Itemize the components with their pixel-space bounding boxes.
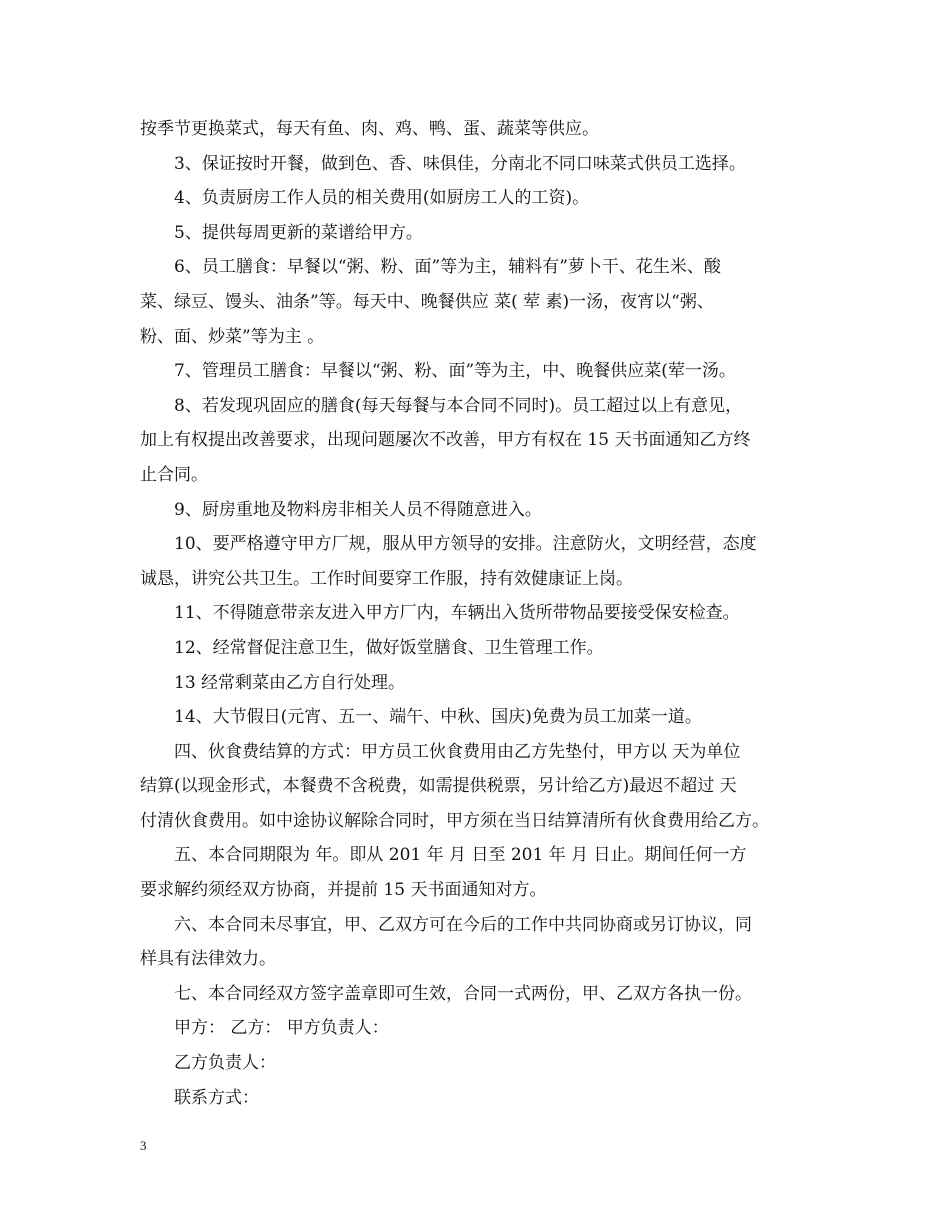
text-line: 13 经常剩菜由乙方自行处理。	[174, 672, 406, 693]
text-line: 12、经常督促注意卫生，做好饭堂膳食、卫生管理工作。	[174, 637, 604, 658]
text-line: 六、本合同未尽事宜，甲、乙双方可在今后的工作中共同协商或另订协议，同	[174, 914, 752, 935]
text-line: 5、提供每周更新的菜谱给甲方。	[174, 222, 423, 243]
text-line: 要求解约须经双方协商，并提前 15 天书面通知对方。	[140, 880, 547, 901]
text-line: 8、若发现巩固应的膳食(每天每餐与本合同不同时)。员工超过以上有意见，	[174, 395, 743, 416]
text-line: 付清伙食费用。如中途协议解除合同时，甲方须在当日结算清所有伙食费用给乙方。	[140, 810, 769, 831]
text-line: 甲方： 乙方： 甲方负责人：	[174, 1018, 389, 1039]
text-line: 6、员工膳食：早餐以“粥、粉、面”等为主，辅料有”萝卜干、花生米、酸	[174, 257, 721, 278]
text-line: 3、保证按时开餐，做到色、香、味俱佳，分南北不同口味菜式供员工选择。	[174, 153, 746, 174]
text-line: 四、伙食费结算的方式：甲方员工伙食费用由乙方先垫付，甲方以 天为单位	[174, 741, 741, 762]
text-line: 结算(以现金形式，本餐费不含税费，如需提供税票，另计给乙方)最迟不超过 天	[140, 776, 737, 797]
text-line: 4、负责厨房工作人员的相关费用(如厨房工人的工资)。	[174, 188, 590, 209]
text-line: 乙方负责人：	[174, 1053, 276, 1074]
text-line: 9、厨房重地及物料房非相关人员不得随意进入。	[174, 499, 542, 520]
text-line: 7、管理员工膳食：早餐以“粥、粉、面”等为主，中、晚餐供应菜(荤一汤。	[174, 361, 736, 382]
text-line: 粉、面、炒菜”等为主 。	[140, 326, 325, 347]
text-line: 五、本合同期限为 年。即从 201 年 月 日至 201 年 月 日止。期间任何一方	[174, 845, 747, 866]
text-line: 11、不得随意带亲友进入甲方厂内，车辆出入货所带物品要接受保安检查。	[174, 603, 740, 624]
text-line: 七、本合同经双方签字盖章即可生效，合同一式两份，甲、乙双方各执一份。	[174, 983, 752, 1004]
page-number: 3	[140, 1138, 147, 1153]
text-line: 14、大节假日(元宵、五一、端午、中秋、国庆)免费为员工加菜一道。	[174, 707, 702, 728]
text-line: 菜、绿豆、馒头、油条”等。每天中、晚餐供应 菜( 荤 素)一汤，夜宵以“粥、	[140, 291, 714, 312]
text-line: 联系方式：	[174, 1087, 259, 1108]
text-line: 样具有法律效力。	[140, 949, 276, 970]
contract-body-text	[140, 112, 820, 1115]
text-line: 加上有权提出改善要求，出现问题屡次不改善，甲方有权在 15 天书面通知乙方终	[140, 430, 751, 451]
text-line: 止合同。	[140, 464, 208, 485]
text-line: 诚恳，讲究公共卫生。工作时间要穿工作服，持有效健康证上岗。	[140, 568, 633, 589]
text-line: 按季节更换菜式，每天有鱼、肉、鸡、鸭、蛋、蔬菜等供应。	[140, 119, 599, 139]
text-line: 10、要严格遵守甲方厂规，服从甲方领导的安排。注意防火，文明经营，态度	[174, 534, 757, 555]
